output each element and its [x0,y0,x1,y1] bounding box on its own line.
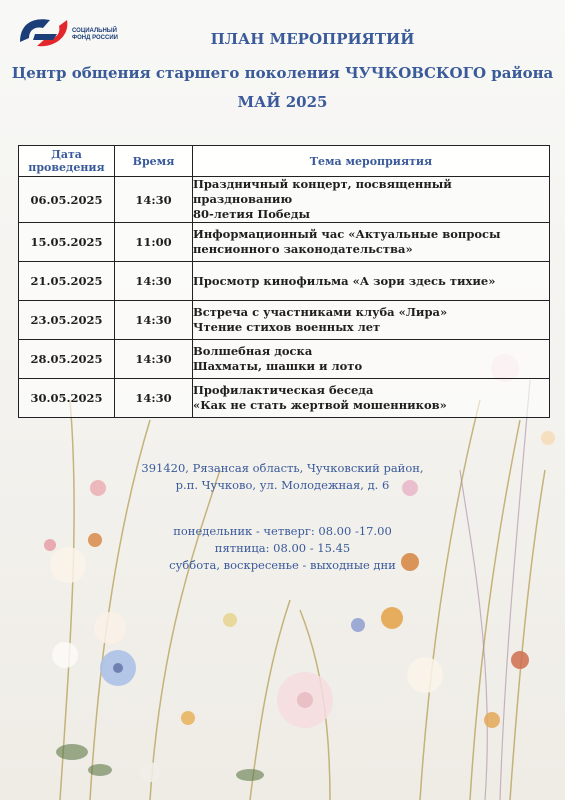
event-topic [193,223,550,262]
table-row [19,262,550,301]
page-month: МАЙ 2025 [237,93,328,111]
logo-line-2: ФОНД РОССИИ [72,35,118,41]
address-block [0,460,565,494]
event-date: 15.05.2025 [19,223,115,262]
table-row [19,223,550,262]
header-time: Время [115,146,193,177]
working-hours-block [0,523,565,574]
event-topic-line-1: Профилактическая беседа [193,383,374,397]
page-subtitle: Центр общения старшего поколения ЧУЧКОВСКОГО района [11,64,554,82]
address-line-2: р.п. Чучково, ул. Молодежная, д. 6 [175,478,390,492]
event-topic-line-1: Информационный час «Актуальные вопросы [193,227,501,241]
header-topic: Тема мероприятия [193,146,550,177]
event-time: 14:30 [115,379,193,418]
hours-line-2: пятница: 08.00 - 15.45 [214,541,351,555]
hours-line-3: суббота, воскресенье - выходные дни [169,558,396,572]
table-row [19,340,550,379]
table-row [19,379,550,418]
table-row [19,177,550,223]
event-time: 14:30 [115,340,193,379]
event-topic-line-2: пенсионного законодательства» [193,242,413,256]
table-header-row [19,146,550,177]
event-time: 14:30 [115,301,193,340]
event-date: 30.05.2025 [19,379,115,418]
event-topic-line-2: 80-летия Победы [193,207,311,221]
event-time: 14:30 [115,177,193,223]
header-date: Дата проведения [19,146,115,177]
event-topic [193,301,550,340]
event-topic-line-2: Чтение стихов военных лет [193,320,381,334]
event-topic [193,340,550,379]
events-table [18,145,550,418]
event-date: 21.05.2025 [19,262,115,301]
event-time: 11:00 [115,223,193,262]
page-title: ПЛАН МЕРОПРИЯТИЙ [210,30,415,48]
event-topic [193,379,550,418]
address-line-1: 391420, Рязансая область, Чучковский район, [141,461,424,475]
hours-line-1: понедельник - четверг: 08.00 -17.00 [173,524,392,538]
event-topic [193,262,550,301]
event-topic-line-1: Праздничный концерт, посвященный празднованию [193,177,452,206]
event-topic-line-2: Шахматы, шашки и лото [193,359,363,373]
logo-line-1: СОЦИАЛЬНЫЙ [72,28,117,34]
event-topic-line-1: Волшебная доска [193,344,313,358]
event-time: 14:30 [115,262,193,301]
event-topic-line-1: Встреча с участниками клуба «Лира» [193,305,448,319]
table-row [19,301,550,340]
event-date: 23.05.2025 [19,301,115,340]
event-date: 28.05.2025 [19,340,115,379]
event-date: 06.05.2025 [19,177,115,223]
event-topic-line-2: «Как не стать жертвой мошенников» [193,398,447,412]
event-topic [193,177,550,223]
event-topic-line-1: Просмотр кинофильма «А зори здесь тихие» [193,273,496,288]
